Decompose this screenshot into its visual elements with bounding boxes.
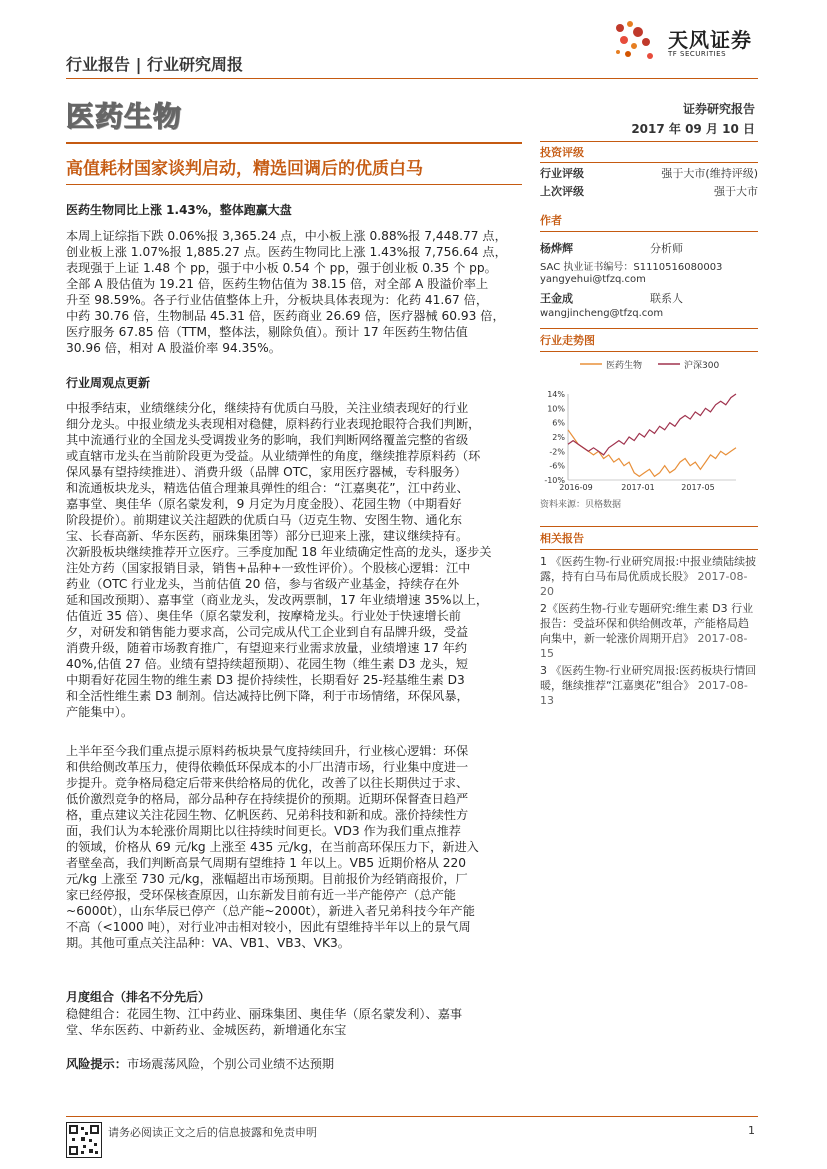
authors-heading: 作者 (540, 214, 562, 227)
text-line: 不高（<1000 吨），对行业冲击相对较小，因此有望维持半年以上的景气周 (66, 920, 471, 934)
text-line: 上半年至今我们重点提示原料药板块景气度持续回升，行业核心逻辑：环保 (66, 744, 469, 758)
text-line: 步提升。竞争格局稳定后带来供给格局的优化，改善了以往长期供过于求、 (66, 776, 469, 790)
doc-type: 证券研究报告 (682, 102, 755, 116)
author2-name: 王金成 (540, 292, 573, 305)
related-date: 2017-08-20 (540, 570, 748, 598)
industry-rating-row (540, 165, 758, 183)
related-block (540, 526, 758, 708)
rating-rule (540, 162, 758, 163)
report-date: 2017 年 09 月 10 日 (631, 122, 755, 136)
sector-title: 医药生物 (66, 100, 183, 133)
text-line: 其中流通行业的全国龙头受调拨业务的影响，我们判断网络覆盖完整的省级 (66, 433, 469, 447)
related-title: 2《医药生物-行业专题研究:维生素 D3 行业报告：受益环保和供给侧改革，产能格局趋向集中，新一轮涨价周期开启》 (540, 602, 754, 645)
text-line: 本周上证综指下跌 0.06%报 3,365.24 点，中小板上涨 0.88%报 7,448.77 点， (66, 229, 507, 243)
text-line: 30.96 倍，相对 A 股溢价率 94.35%。 (66, 341, 281, 355)
trend-chart (540, 352, 758, 492)
risk-text: 市场震荡风险，个别公司业绩不达预期 (126, 1057, 335, 1071)
report-type: 行业报告 | 行业研究周报 (66, 55, 243, 74)
author2-email[interactable]: wangjincheng@tfzq.com (540, 308, 664, 319)
text-line: 全部 A 股估值为 19.21 倍，医药生物估值为 38.15 倍，对全部 A 股溢价率上 (66, 277, 489, 291)
author2-role: 联系人 (650, 292, 683, 305)
series-line-hs300 (568, 394, 736, 455)
text-line: 延和国改预期）、嘉事堂（商业龙头，发改两票制，17 年业绩增速 35%以上， (66, 593, 489, 607)
related-title: 1 《医药生物-行业研究周报:中报业绩陆续披露，持有白马布局优质成长股》 (540, 555, 757, 583)
text-line: 嘉事堂、奥佳华（原名蒙发利，9 月定为月度金股）、花园生物（中期看好 (66, 497, 462, 511)
text-line: 的领域，价格从 69 元/kg 上涨至 435 元/kg，在当前高环保压力下，新进入 (66, 840, 479, 854)
related-report-2[interactable] (540, 601, 758, 661)
legend-label: 医药生物 (606, 361, 643, 371)
text-line: 产能集中）。 (66, 705, 134, 719)
text-line: 面，我们认为本轮涨价周期比以往持续时间更长。VD3 作为我们重点推荐 (66, 824, 461, 838)
text-line: 阶段提价）。前期建议关注超跌的优质白马（迈克生物、安图生物、通化东 (66, 513, 463, 527)
chart-source: 资料来源：贝格数据 (540, 500, 622, 510)
text-line: 宝、长春高新、华东医药，丽珠集团等）部分已迎来上涨，建议继续持有。 (66, 529, 469, 543)
text-line: 消费升级，随着市场教育推广，有望迎来行业需求放量，业绩增速 17 年约 (66, 641, 468, 655)
prev-rating-label: 上次评级 (540, 185, 584, 198)
text-line: 低价激烈竞争的格局，部分品种存在持续提价的预期。近期环保督查日趋严 (66, 792, 469, 806)
chart-top-rule (540, 328, 758, 329)
rating-block (540, 141, 758, 201)
text-line: 次新股板块继续推荐开立医疗。三季度加配 18 年业绩确定性高的龙头，逐步关 (66, 545, 492, 559)
author1-name: 杨烨辉 (540, 242, 573, 255)
logo-name-en: TF SECURITIES (668, 50, 727, 58)
x-tick-label: 2016-09 (559, 483, 593, 492)
legend-label: 沪深300 (684, 361, 720, 371)
author1-email[interactable]: yangyehui@tfzq.com (540, 274, 646, 285)
text-line: 堂、华东医药、中新药业、金城医药，新增通化东宝 (66, 1023, 347, 1037)
y-tick-label: 2% (552, 433, 565, 442)
authors-rule (540, 231, 758, 232)
page-number: 1 (748, 1124, 755, 1137)
text-line: 医疗服务 67.85 倍（TTM，整体法，剔除负值）。预计 17 年医药生物估值 (66, 325, 468, 339)
header-divider (66, 78, 758, 79)
text-line: 稳健组合：花园生物、江中药业、丽珠集团、奥佳华（原名蒙发利）、嘉事 (66, 1007, 463, 1021)
footer-disclaimer[interactable]: 请务必阅读正文之后的信息披露和免责申明 (108, 1126, 317, 1139)
y-tick-label: 6% (552, 418, 565, 428)
trend-chart-block (540, 328, 758, 510)
qr-code-icon (66, 1122, 102, 1158)
text-line: 中药 30.76 倍，生物制品 45.31 倍，医药商业 26.69 倍，医疗器械 60.93 倍， (66, 309, 505, 323)
text-line: 期。其他可重点关注品种：VA、VB1、VB3、VK3。 (66, 936, 350, 950)
text-line: 夕，对研发和销售能力要求高，公司完成从代工企业到自有品牌升级，受益 (66, 625, 469, 639)
text-line: 者壁垒高，我们判断高景气周期有望维持 1 年以上。VB5 近期价格从 220 (66, 856, 467, 870)
author1-role: 分析师 (650, 242, 683, 255)
related-top-rule (540, 526, 758, 527)
related-date: 2017-08-13 (540, 679, 748, 707)
author1-sac: SAC 执业证书编号：S1110516080003 (540, 262, 723, 273)
industry-rating-label: 行业评级 (540, 167, 584, 180)
text-line: 创业板上涨 1.07%报 1,885.27 点。医药生物同比上涨 1.43%报 7,756.64 点， (66, 245, 507, 259)
rating-heading: 投资评级 (540, 146, 584, 159)
text-line: 中期看好花园生物的维生素 D3 提价持续性，长期看好 25-羟基维生素 D3 (66, 673, 465, 687)
title-top-rule (66, 142, 522, 144)
text-line: 估值近 35 倍）、奥佳华（原名蒙发利，按摩椅龙头。行业处于快速增长前 (66, 609, 461, 623)
related-report-3[interactable] (540, 663, 758, 708)
text-line: 家已经停报，受环保核查原因，山东新发目前有近一半产能停产（总产能 (66, 888, 456, 902)
author1-row (540, 240, 758, 256)
footer-divider (66, 1116, 758, 1117)
series-line-pharma (568, 430, 736, 477)
text-line: 中报季结束，业绩继续分化，继续持有优质白马股，关注业绩表现好的行业 (66, 401, 469, 415)
related-report-1[interactable] (540, 554, 758, 599)
text-line: 药业（OTC 行业龙头，当前估值 20 倍，参与省级产业基金，持续存在外 (66, 577, 460, 591)
section2-heading: 行业周观点更新 (66, 376, 151, 390)
text-line: 注处方药（国家报销目录，销售+品种+一致性评价）。个股核心逻辑：江中 (66, 561, 471, 575)
author2-row (540, 290, 758, 306)
y-tick-label: 14% (547, 390, 565, 399)
text-line: 或直辖市龙头在当前阶段更为受益。从业绩弹性的角度，继续推荐原料药（环 (66, 449, 481, 463)
text-line: 细分龙头。中报业绩龙头表现相对稳健，原料药行业表现抢眼符合我们判断， (66, 417, 481, 431)
text-line: 元/kg 上涨至 730 元/kg，涨幅超出市场预期。目前报价为经销商报价，厂 (66, 872, 468, 886)
title-bottom-rule (66, 184, 522, 185)
y-tick-label: 10% (547, 404, 565, 414)
x-tick-label: 2017-05 (681, 483, 715, 492)
text-line: 40%,估值 27 倍。业绩有望持续超预期）、花园生物（维生素 D3 龙头，短 (66, 657, 469, 671)
text-line: 格，重点建议关注花园生物、亿帆医药、兄弟科技和新和成。涨价持续性方 (66, 808, 469, 822)
section1-heading: 医药生物同比上涨 1.43%，整体跑赢大盘 (66, 203, 292, 217)
prev-rating-row (540, 183, 758, 201)
text-line: ~6000t），山东华辰已停产（总产能~2000t），新进入者兄弟科技今年产能 (66, 904, 475, 918)
text-line: 和全活性维生素 D3 制剂。信达减持比例下降，利于市场情绪，环保风暴， (66, 689, 469, 703)
rating-top-rule (540, 141, 758, 142)
authors-block (540, 212, 758, 319)
related-date: 2017-08-15 (540, 632, 748, 660)
y-tick-label: -10% (544, 476, 565, 485)
report-title: 高值耗材国家谈判启动，精选回调后的优质白马 (66, 159, 423, 179)
chart-title: 行业走势图 (540, 334, 595, 347)
related-rule (540, 549, 758, 550)
section1-body (66, 228, 522, 356)
industry-rating-value: 强于大市(维持评级) (661, 167, 758, 180)
logo-name: 天风证券 (668, 28, 752, 52)
text-line: 和流通板块龙头，精选估值合理兼具弹性的组合：“江嘉奥花”，江中药业、 (66, 481, 469, 495)
x-tick-label: 2017-01 (621, 483, 655, 492)
y-tick-label: -2% (549, 447, 565, 457)
related-heading: 相关报告 (540, 532, 584, 545)
risk-label: 风险提示： (66, 1057, 127, 1071)
section3-body (66, 743, 522, 951)
text-line: 升至 98.59%。各子行业估值整体上升，分板块具体表现为：化药 41.67 倍， (66, 293, 489, 307)
prev-rating-value: 强于大市 (714, 185, 758, 198)
monthly-body (66, 1006, 522, 1038)
y-tick-label: -6% (549, 461, 565, 471)
text-line: 表现强于上证 1.48 个 pp，强于中小板 0.54 个 pp，强于创业板 0.35 个 pp。 (66, 261, 497, 275)
risk-note (66, 1056, 522, 1072)
text-line: 保风暴有望持续推进）、消费升级（品牌 OTC，家用医疗器械，专科服务） (66, 465, 467, 479)
section2-body (66, 400, 522, 720)
monthly-heading: 月度组合（排名不分先后） (66, 990, 211, 1004)
logo-mark-icon (610, 18, 666, 66)
text-line: 和供给侧改革压力，使得依赖低环保成本的小厂出清市场，行业集中度进一 (66, 760, 469, 774)
related-title: 3 《医药生物-行业研究周报:医药板块行情回暖，继续推荐“江嘉奥花”组合》 (540, 664, 757, 692)
